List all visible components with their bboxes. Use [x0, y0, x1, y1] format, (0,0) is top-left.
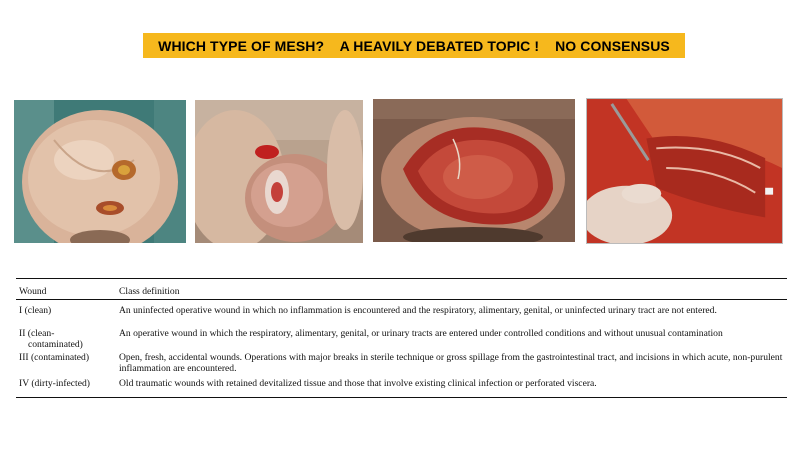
wound-class: IV (dirty-infected): [19, 378, 90, 389]
title-banner: WHICH TYPE OF MESH? A HEAVILY DEBATED TOPIC ! NO CONSENSUS: [143, 33, 685, 58]
class-definition: An operative wound in which the respiratory, alimentary, genital, or urinary tracts are entered under controlled conditions and without unusual contamination: [119, 328, 723, 339]
wound-class-line2: contaminated): [28, 339, 83, 351]
clinical-photo-surgical-field: [586, 98, 783, 244]
clinical-photo-hernia-sac: [195, 100, 363, 243]
class-definition: Open, fresh, accidental wounds. Operations with major breaks in sterile technique or gross spillage from the gastrointestinal tract, and incisions in which acute, non-purulent inflammation are encountered.: [119, 352, 783, 375]
table-bottom-rule: [16, 397, 787, 398]
wound-class-line1: II (clean-: [19, 328, 55, 339]
table-header-rule: [16, 299, 787, 300]
header-class-definition: Class definition: [119, 286, 180, 297]
clinical-photo-open-wound: [373, 99, 575, 242]
class-definition: An uninfected operative wound in which no inflammation is encountered and the respiratory, alimentary, genital, or uninfected urinary tract are not entered.: [119, 305, 717, 316]
table-top-rule: [16, 278, 787, 279]
header-wound: Wound: [19, 286, 47, 297]
wound-class: III (contaminated): [19, 352, 90, 363]
clinical-photo-abdominal-hernia: [14, 100, 186, 243]
wound-class: I (clean): [19, 305, 52, 316]
class-definition: Old traumatic wounds with retained devitalized tissue and those that involve existing clinical infection or perforated viscera.: [119, 378, 597, 389]
wound-class: [19, 328, 117, 350]
